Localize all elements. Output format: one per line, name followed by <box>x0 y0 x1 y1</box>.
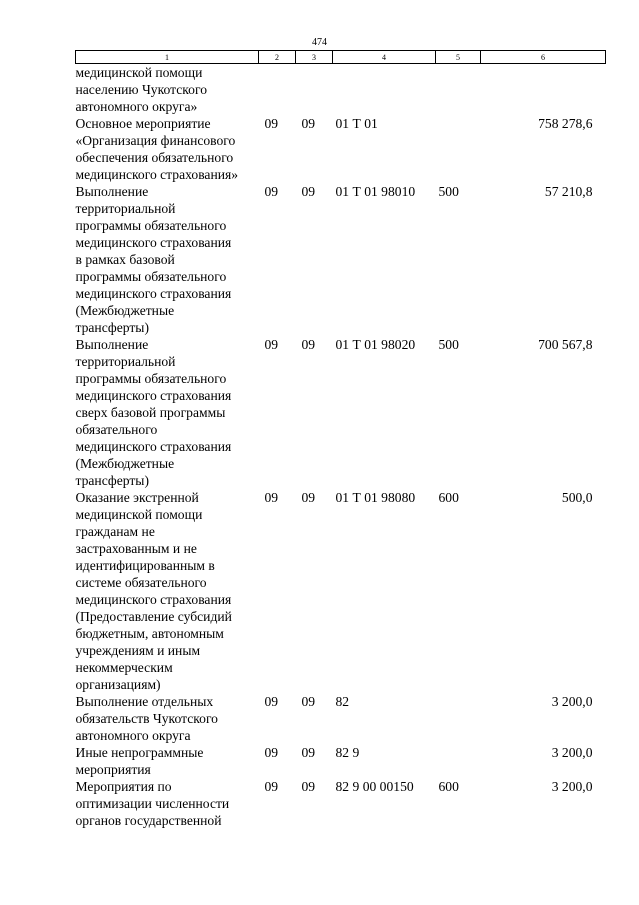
target-article-cell: 01 Т 01 98010 <box>335 184 416 199</box>
row-name-cell <box>76 778 259 829</box>
row-name-line: автономного округа <box>75 728 191 743</box>
table-row <box>76 778 606 829</box>
table-row <box>76 693 606 744</box>
row-name-line: (Межбюджетные <box>75 303 175 318</box>
amount-cell: 3 200,0 <box>551 779 593 794</box>
row-name-line: обеспечения обязательного <box>75 150 234 165</box>
row-name-cell <box>76 115 259 183</box>
target-article-cell: 82 9 00 00150 <box>335 779 414 794</box>
row-name-line: Иные непрограммные <box>75 745 204 760</box>
header-row <box>76 51 606 64</box>
row-name-line: медицинского страхования» <box>75 167 239 182</box>
amount-cell: 3 200,0 <box>551 694 593 709</box>
row-name-line: гражданам не <box>75 524 155 539</box>
amount-cell: 500,0 <box>561 490 593 505</box>
row-name-line: медицинского страхования <box>75 235 232 250</box>
expense-type-cell <box>436 693 481 744</box>
table-row <box>76 183 606 336</box>
row-name-line: Мероприятия по <box>75 779 172 794</box>
row-name-line: программы обязательного <box>75 269 227 284</box>
column-header: 5 <box>436 51 481 64</box>
razdel-cell <box>259 64 296 116</box>
row-name-line: «Организация финансового <box>75 133 236 148</box>
row-name-line: территориальной <box>75 201 176 216</box>
row-name-line: обязательного <box>75 422 158 437</box>
row-name-line: в рамках базовой <box>75 252 175 267</box>
podrazdel-cell: 09 <box>301 490 316 505</box>
amount-cell <box>481 64 606 116</box>
razdel-cell: 09 <box>264 490 279 505</box>
row-name-cell <box>76 744 259 778</box>
row-name-cell <box>76 693 259 744</box>
page-number: 474 <box>312 37 327 48</box>
column-header: 4 <box>333 51 436 64</box>
row-name-line: программы обязательного <box>75 371 227 386</box>
razdel-cell: 09 <box>264 337 279 352</box>
row-name-line: программы обязательного <box>75 218 227 233</box>
row-name-line: автономного округа» <box>75 99 198 114</box>
podrazdel-cell: 09 <box>301 694 316 709</box>
row-name-line: учреждениям и иным <box>75 643 201 658</box>
amount-cell: 758 278,6 <box>538 116 593 131</box>
row-name-line: системе обязательного <box>75 575 207 590</box>
row-name-line: трансферты) <box>75 320 149 335</box>
row-name-line: медицинского страхования <box>75 592 232 607</box>
row-name-line: медицинской помощи <box>75 507 203 522</box>
expense-type-cell: 600 <box>438 779 459 794</box>
amount-cell: 700 567,8 <box>538 337 593 352</box>
razdel-cell: 09 <box>264 694 279 709</box>
row-name-line: медицинской помощи <box>75 65 203 80</box>
row-name-line: (Межбюджетные <box>75 456 175 471</box>
target-article-cell: 01 Т 01 98020 <box>335 337 416 352</box>
razdel-cell: 09 <box>264 116 279 131</box>
razdel-cell: 09 <box>264 745 279 760</box>
target-article-cell: 01 Т 01 <box>335 116 378 131</box>
row-name-cell <box>76 183 259 336</box>
podrazdel-cell: 09 <box>301 745 316 760</box>
row-name-line: некоммерческим <box>75 660 173 675</box>
row-name-cell <box>76 64 259 116</box>
row-name-line: застрахованным и не <box>75 541 197 556</box>
row-name-cell <box>76 489 259 693</box>
table-row <box>76 489 606 693</box>
row-name-line: мероприятия <box>75 762 151 777</box>
razdel-cell: 09 <box>264 779 279 794</box>
row-name-line: медицинского страхования <box>75 388 232 403</box>
row-name-line: идентифицированным в <box>75 558 215 573</box>
row-name-line: Основное мероприятие <box>75 116 211 131</box>
row-name-line: Выполнение <box>75 184 149 199</box>
row-name-line: обязательств Чукотского <box>75 711 218 726</box>
podrazdel-cell: 09 <box>301 184 316 199</box>
expense-type-cell <box>436 744 481 778</box>
table-row <box>76 336 606 489</box>
row-name-line: бюджетным, автономным <box>75 626 224 641</box>
row-name-line: (Предоставление субсидий <box>75 609 232 624</box>
expense-type-cell <box>436 115 481 183</box>
amount-cell: 3 200,0 <box>551 745 593 760</box>
row-name-line: Выполнение отдельных <box>75 694 214 709</box>
budget-table <box>75 50 606 829</box>
amount-cell: 57 210,8 <box>544 184 593 199</box>
row-name-line: Выполнение <box>75 337 149 352</box>
row-name-line: территориальной <box>75 354 176 369</box>
target-article-cell: 82 9 <box>335 745 360 760</box>
row-name-line: органов государственной <box>75 813 222 828</box>
target-article-cell <box>333 64 436 116</box>
podrazdel-cell: 09 <box>301 337 316 352</box>
row-name-line: Оказание экстренной <box>75 490 199 505</box>
razdel-cell: 09 <box>264 184 279 199</box>
row-name-line: населению Чукотского <box>75 82 208 97</box>
row-name-line: медицинского страхования <box>75 439 232 454</box>
expense-type-cell <box>436 64 481 116</box>
podrazdel-cell: 09 <box>301 116 316 131</box>
podrazdel-cell <box>296 64 333 116</box>
row-name-cell <box>76 336 259 489</box>
row-name-line: медицинского страхования <box>75 286 232 301</box>
row-name-line: оптимизации численности <box>75 796 230 811</box>
target-article-cell: 82 <box>335 694 350 709</box>
expense-type-cell: 600 <box>438 490 459 505</box>
podrazdel-cell: 09 <box>301 779 316 794</box>
column-header: 2 <box>259 51 296 64</box>
table-row <box>76 115 606 183</box>
table-row <box>76 744 606 778</box>
expense-type-cell: 500 <box>438 184 459 199</box>
table-body <box>76 64 606 830</box>
column-header: 6 <box>481 51 606 64</box>
expense-type-cell: 500 <box>438 337 459 352</box>
column-header: 1 <box>76 51 259 64</box>
column-header: 3 <box>296 51 333 64</box>
target-article-cell: 01 Т 01 98080 <box>335 490 416 505</box>
table-row <box>76 64 606 116</box>
table-header <box>76 51 606 64</box>
row-name-line: организациям) <box>75 677 161 692</box>
row-name-line: трансферты) <box>75 473 149 488</box>
row-name-line: сверх базовой программы <box>75 405 226 420</box>
